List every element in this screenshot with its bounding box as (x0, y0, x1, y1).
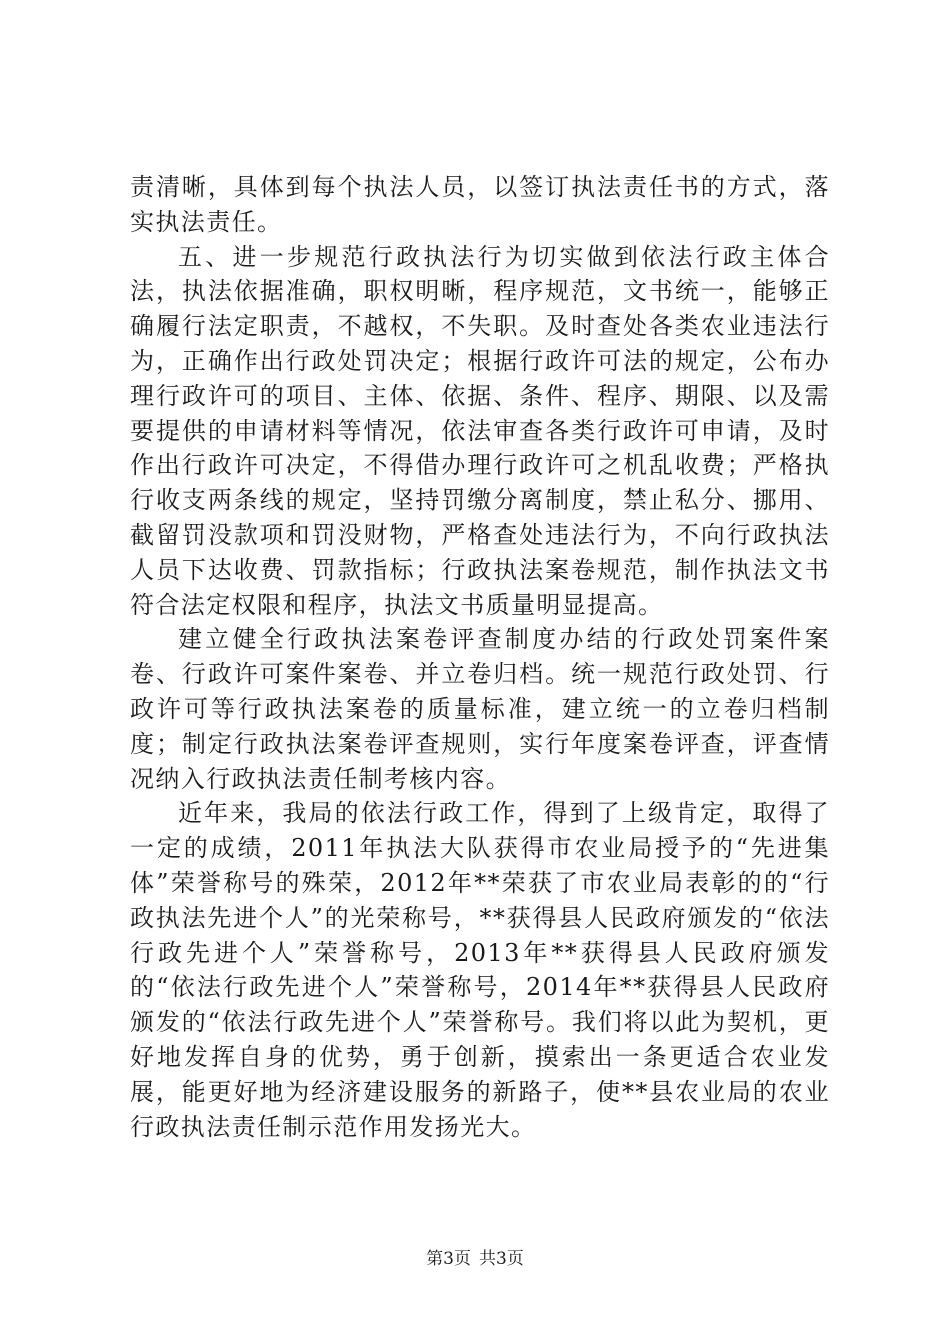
document-body (130, 170, 830, 1144)
page-footer (0, 1244, 950, 1269)
page-number: 第3页 (426, 1249, 471, 1269)
paragraph-section-five: 五、进一步规范行政执法行为切实做到依法行政主体合法，执法依据准确，职权明晰，程序规范，文书统一，能够正确履行法定职责，不越权，不失职。及时查处各类农业违法行为，正确作出行政处罚决定；根据行政许可法的规定，公布办理行政许可的项目、主体、依据、条件、程序、期限、以及需要提供的申请材料等情况，依法审查各类行政许可申请，及时作出行政许可决定，不得借办理行政许可之机乱收费；严格执行收支两条线的规定，坚持罚缴分离制度，禁止私分、挪用、截留罚没款项和罚没财物，严格查处违法行为，不向行政执法人员下达收费、罚款指标；行政执法案卷规范，制作执法文书符合法定权限和程序，执法文书质量明显提高。 (130, 242, 830, 619)
paragraph-case-review: 建立健全行政执法案卷评查制度办结的行政处罚案件案卷、行政许可案件案卷、并立卷归档。统一规范行政处罚、行政许可等行政执法案卷的质量标准，建立统一的立卷归档制度；制定行政执法案卷评查规则，实行年度案卷评查，评查情况纳入行政执法责任制考核内容。 (130, 625, 830, 793)
paragraph-continuation: 责清晰，具体到每个执法人员，以签订执法责任书的方式，落实执法责任。 (130, 173, 830, 236)
paragraph-achievements: 近年来，我局的依法行政工作，得到了上级肯定，取得了一定的成绩，2011年执法大队获得市农业局授予的“先进集体”荣誉称号的殊荣，2012年**荣获了市农业局表彰的的“行政执法先进个人”的光荣称号，**获得县人民政府颁发的“依法行政先进个人”荣誉称号，2013年**获得县人民政府颁发的“依法行政先进个人”荣誉称号，2014年**获得县人民政府颁发的“依法行政先进个人”荣誉称号。我们将以此为契机，更好地发挥自身的优势，勇于创新，摸索出一条更适合农业发展，能更好地为经济建设服务的新路子，使**县农业局的农业行政执法责任制示范作用发扬光大。 (130, 799, 830, 1141)
page-total: 共3页 (479, 1249, 524, 1269)
